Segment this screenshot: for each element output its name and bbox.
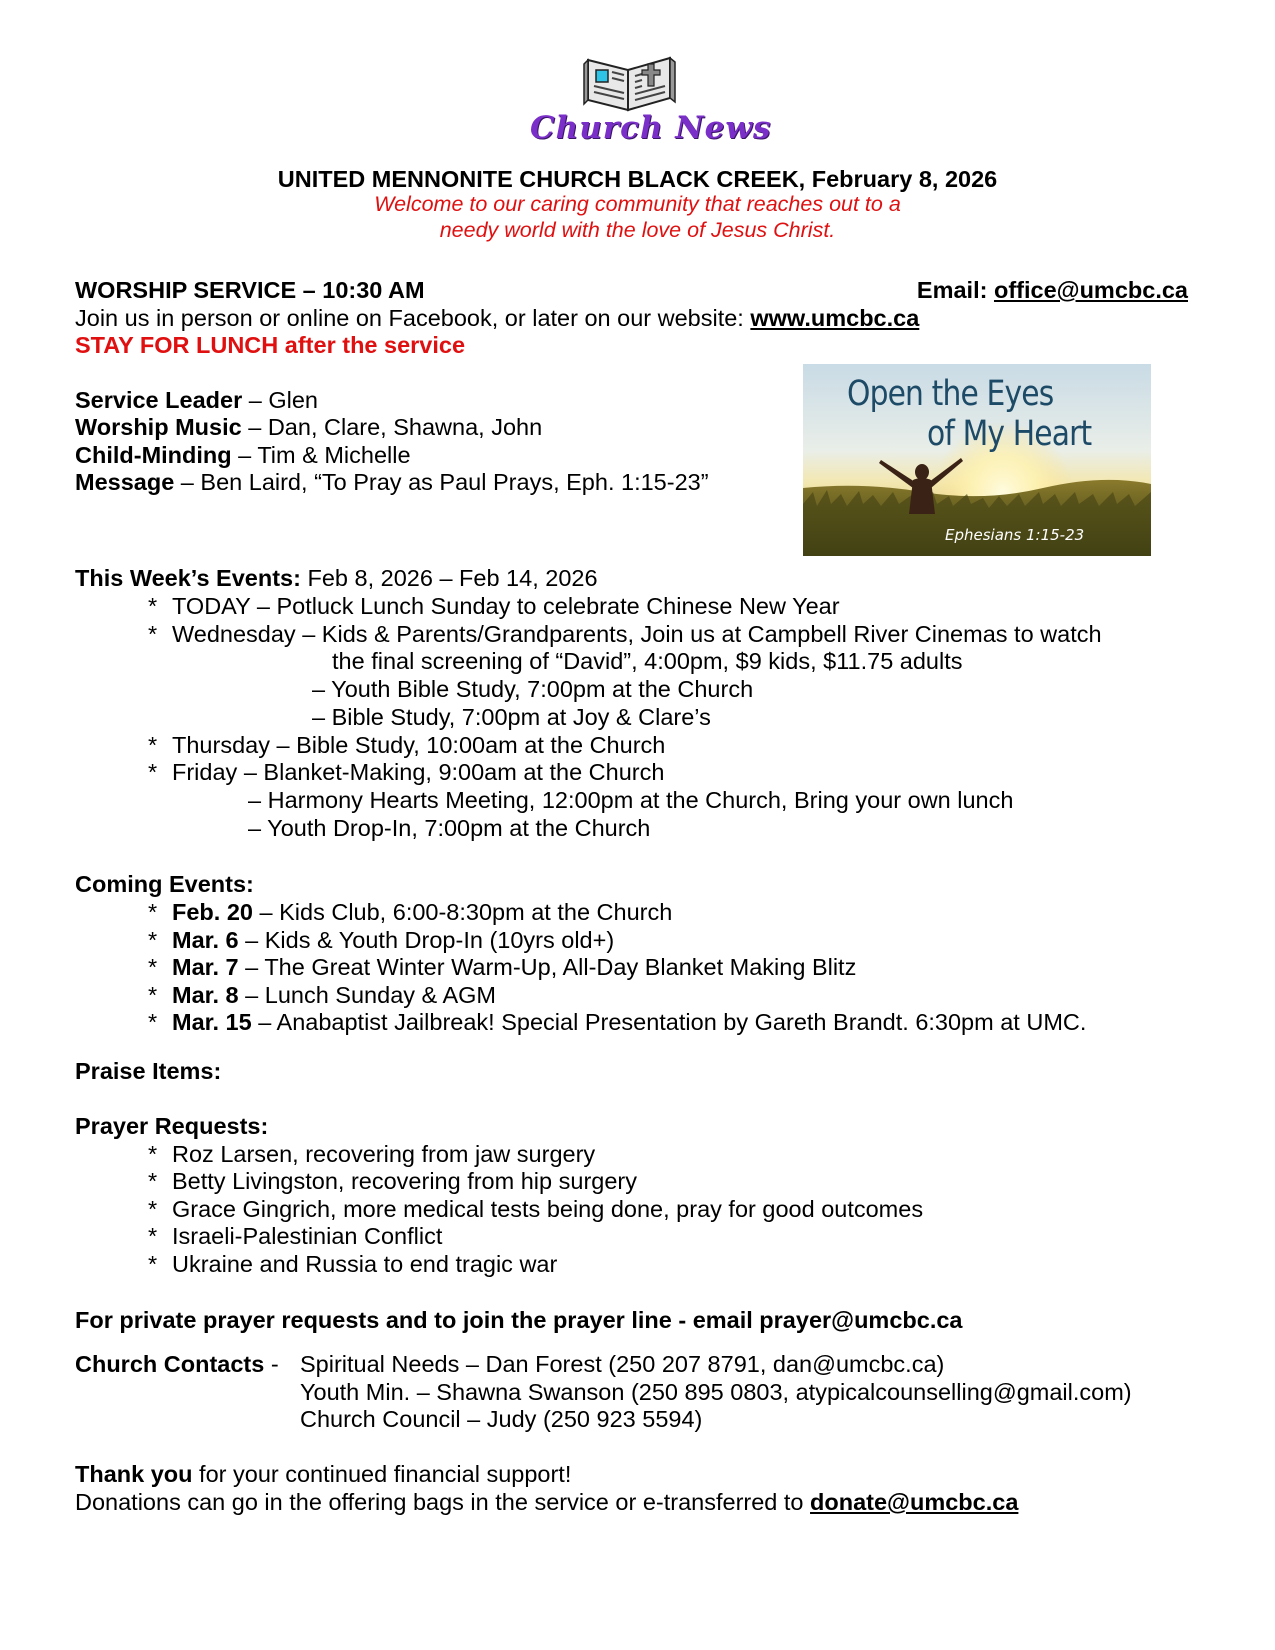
- page-title: UNITED MENNONITE CHURCH BLACK CREEK, February 8, 2026: [277, 166, 998, 192]
- office-email-link[interactable]: office@umcbc.ca: [993, 277, 1188, 303]
- prayer-item: Israeli-Palestinian Conflict: [172, 1223, 443, 1249]
- prayer-item: Betty Livingston, recovering from hip surgery: [172, 1168, 637, 1194]
- event-line-wednesday-cont: the final screening of “David”, 4:00pm, $9 kids, $11.75 adults: [332, 648, 963, 674]
- event-line-youth-bible-study: – Youth Bible Study, 7:00pm at the Church: [312, 676, 754, 702]
- role-service-leader: Service Leader – Glen: [75, 387, 319, 413]
- event-line-friday: Friday – Blanket-Making, 9:00am at the Church: [172, 759, 665, 785]
- logo-text: Church News: [530, 110, 772, 146]
- bullet-mark: *: [148, 732, 158, 758]
- banner-reference: Ephesians 1:15-23: [945, 526, 1085, 544]
- donate-email-link[interactable]: donate@umcbc.ca: [810, 1489, 1019, 1515]
- welcome-line-2: needy world with the love of Jesus Christ.: [439, 218, 836, 242]
- bullet-mark: *: [148, 927, 158, 953]
- bullet-mark: *: [148, 954, 158, 980]
- role-child-minding: Child-Minding – Tim & Michelle: [75, 442, 411, 468]
- join-text: Join us in person or online on Facebook, or later on our website:: [75, 305, 744, 331]
- coming-event-item: Mar. 7 – The Great Winter Warm-Up, All-Day Blanket Making Blitz: [172, 954, 857, 980]
- bullet-mark: *: [148, 1251, 158, 1277]
- email-label: Email:: [916, 277, 988, 303]
- coming-event-item: Mar. 8 – Lunch Sunday & AGM: [172, 982, 496, 1008]
- bullet-mark: *: [148, 1141, 158, 1167]
- church-contacts-label: Church Contacts -: [75, 1351, 279, 1377]
- praise-heading: Praise Items:: [75, 1058, 222, 1084]
- website-link[interactable]: www.umcbc.ca: [750, 305, 920, 331]
- event-line-harmony-hearts: – Harmony Hearts Meeting, 12:00pm at the Church, Bring your own lunch: [248, 787, 1014, 813]
- private-prayer-notice: For private prayer requests and to join the prayer line - email prayer@umcbc.ca: [75, 1307, 963, 1333]
- worship-heading: WORSHIP SERVICE – 10:30 AM: [75, 277, 425, 303]
- coming-event-item: Feb. 20 – Kids Club, 6:00-8:30pm at the Church: [172, 899, 673, 925]
- event-line-bible-study: – Bible Study, 7:00pm at Joy & Clare’s: [312, 704, 711, 730]
- coming-events-heading: Coming Events:: [75, 871, 254, 897]
- church-news-logo: [530, 52, 772, 152]
- prayer-item: Grace Gingrich, more medical tests being done, pray for good outcomes: [172, 1196, 924, 1222]
- bullet-mark: *: [148, 982, 158, 1008]
- prayer-item: Ukraine and Russia to end tragic war: [172, 1251, 558, 1277]
- bullet-mark: *: [148, 899, 158, 925]
- bullet-mark: *: [148, 1196, 158, 1222]
- contact-church-council: Church Council – Judy (250 923 5594): [300, 1406, 703, 1432]
- bullet-mark: *: [148, 593, 158, 619]
- email-row: [917, 276, 1188, 304]
- bullet-mark: *: [148, 1223, 158, 1249]
- bullet-mark: *: [148, 621, 158, 647]
- contact-spiritual-needs: Spiritual Needs – Dan Forest (250 207 8791, dan@umcbc.ca): [300, 1351, 945, 1377]
- role-worship-music: Worship Music – Dan, Clare, Shawna, John: [75, 414, 543, 440]
- event-line-today: TODAY – Potluck Lunch Sunday to celebrate Chinese New Year: [172, 593, 840, 619]
- sermon-banner: [803, 364, 1151, 556]
- lunch-notice: STAY FOR LUNCH after the service: [75, 332, 466, 358]
- join-row: [75, 304, 919, 332]
- prayer-item: Roz Larsen, recovering from jaw surgery: [172, 1141, 596, 1167]
- donations-text: Donations can go in the offering bags in the service or e-transferred to: [75, 1489, 811, 1515]
- event-line-youth-drop-in: – Youth Drop-In, 7:00pm at the Church: [248, 815, 651, 841]
- bullet-mark: *: [148, 1009, 158, 1035]
- prayer-heading: Prayer Requests:: [75, 1113, 269, 1139]
- contact-youth-ministry: Youth Min. – Shawna Swanson (250 895 0803, atypicalcounselling@gmail.com): [300, 1379, 1132, 1405]
- bullet-mark: *: [148, 1168, 158, 1194]
- thank-you-line: Thank you for your continued financial support!: [75, 1461, 572, 1487]
- coming-event-item: Mar. 6 – Kids & Youth Drop-In (10yrs old+): [172, 927, 615, 953]
- this-week-heading: This Week’s Events: Feb 8, 2026 – Feb 14, 2026: [75, 565, 598, 591]
- event-line-thursday: Thursday – Bible Study, 10:00am at the Church: [172, 732, 666, 758]
- banner-title-line-2: of My Heart: [927, 414, 1092, 454]
- banner-title-line-1: Open the Eyes: [847, 374, 1054, 414]
- welcome-line-1: Welcome to our caring community that reaches out to a: [374, 192, 901, 216]
- donations-line: [75, 1488, 1018, 1516]
- coming-event-item: Mar. 15 – Anabaptist Jailbreak! Special Presentation by Gareth Brandt. 6:30pm at UMC.: [172, 1009, 1087, 1035]
- role-message: Message – Ben Laird, “To Pray as Paul Prays, Eph. 1:15-23”: [75, 469, 709, 495]
- bullet-mark: *: [148, 759, 158, 785]
- event-line-wednesday: Wednesday – Kids & Parents/Grandparents, Join us at Campbell River Cinemas to watch: [172, 621, 1102, 647]
